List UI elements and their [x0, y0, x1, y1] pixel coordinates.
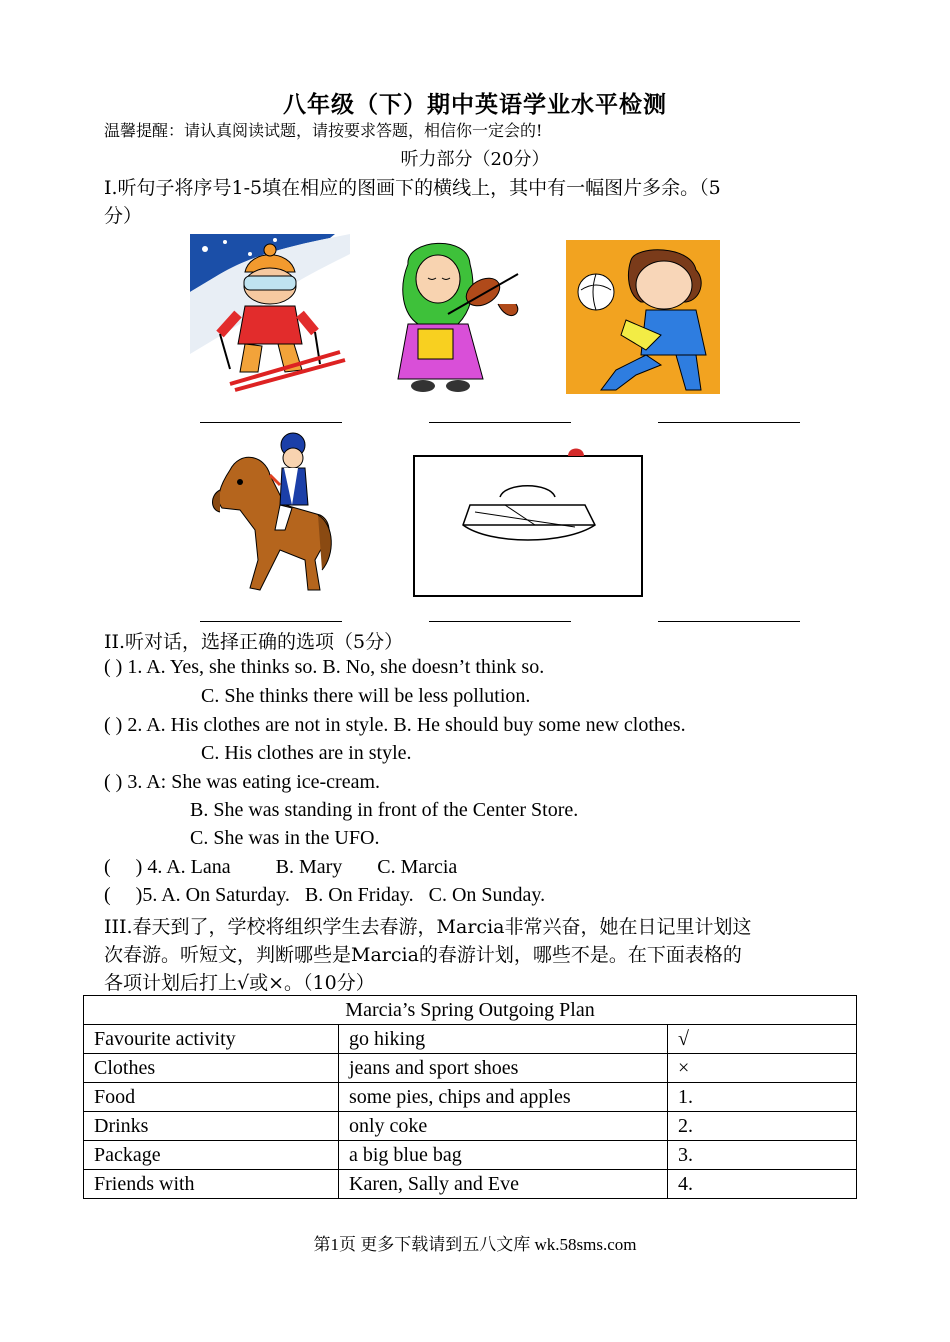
table-row — [84, 1054, 857, 1083]
table-row — [84, 1083, 857, 1112]
row-mark[interactable]: 4. — [668, 1170, 857, 1199]
red-mark-icon — [566, 444, 586, 456]
table-row — [84, 1112, 857, 1141]
table-caption: Marcia’s Spring Outgoing Plan — [84, 996, 857, 1025]
part3-instruction-line2: 次春游。听短文，判断哪些是Marcia的春游计划，哪些不是。在下面表格的 — [104, 944, 742, 966]
answer-blank-6[interactable] — [658, 621, 800, 622]
question-5: ( )5. A. On Saturday. B. On Friday. C. On Sunday. — [104, 884, 546, 906]
volleyball-girl-picture — [566, 240, 720, 394]
question-3-line3: C. She was in the UFO. — [190, 827, 380, 849]
table-row — [84, 1170, 857, 1199]
page-footer: 第1页 更多下载请到五八文库 wk.58sms.com — [313, 1235, 637, 1254]
part2-instruction: II.听对话，选择正确的选项（5分） — [104, 631, 404, 653]
row-item: Package — [84, 1141, 339, 1170]
question-1-line2: C. She thinks there will be less pollution. — [201, 685, 531, 707]
row-item: Clothes — [84, 1054, 339, 1083]
answer-blank-1[interactable] — [200, 422, 342, 423]
question-1-line1: ( ) 1. A. Yes, she thinks so. B. No, she doesn’t think so. — [104, 656, 545, 678]
violin-girl-picture — [388, 234, 528, 396]
question-2-line1: ( ) 2. A. His clothes are not in style. B. He should buy some new clothes. — [104, 714, 686, 736]
question-4: ( ) 4. A. Lana B. Mary C. Marcia — [104, 856, 458, 878]
ufo-picture — [415, 457, 641, 595]
table-row — [84, 1025, 857, 1054]
row-item: Favourite activity — [84, 1025, 339, 1054]
horse-rider-picture — [210, 430, 335, 595]
part1-instruction-line1: I.听句子将序号1-5填在相应的图画下的横线上，其中有一幅图片多余。（5 — [104, 177, 721, 199]
answer-blank-5[interactable] — [429, 621, 571, 622]
page-title: 八年级（下）期中英语学业水平检测 — [283, 91, 667, 118]
row-plan: jeans and sport shoes — [339, 1054, 668, 1083]
ufo-picture-frame — [413, 455, 643, 597]
row-item: Friends with — [84, 1170, 339, 1199]
spring-plan-table — [83, 995, 857, 1199]
table-row — [84, 1141, 857, 1170]
question-3-line1: ( ) 3. A: She was eating ice-cream. — [104, 771, 381, 793]
answer-blank-2[interactable] — [429, 422, 571, 423]
skier-picture — [190, 234, 350, 394]
row-item: Food — [84, 1083, 339, 1112]
row-item: Drinks — [84, 1112, 339, 1141]
listening-section-heading: 听力部分（20分） — [400, 149, 550, 170]
row-plan: only coke — [339, 1112, 668, 1141]
question-3-line2: B. She was standing in front of the Center Store. — [190, 799, 579, 821]
answer-blank-4[interactable] — [200, 621, 342, 622]
row-mark[interactable]: 2. — [668, 1112, 857, 1141]
answer-blank-3[interactable] — [658, 422, 800, 423]
row-plan: a big blue bag — [339, 1141, 668, 1170]
row-mark[interactable]: × — [668, 1054, 857, 1083]
row-plan: go hiking — [339, 1025, 668, 1054]
part1-instruction-line2: 分） — [104, 205, 143, 227]
part3-instruction-line1: III.春天到了，学校将组织学生去春游，Marcia非常兴奋，她在日记里计划这 — [104, 916, 752, 938]
row-mark[interactable]: 1. — [668, 1083, 857, 1112]
row-mark[interactable]: √ — [668, 1025, 857, 1054]
row-mark[interactable]: 3. — [668, 1141, 857, 1170]
row-plan: Karen, Sally and Eve — [339, 1170, 668, 1199]
reminder-text: 温馨提醒：请认真阅读试题，请按要求答题，相信你一定会的! — [104, 121, 543, 140]
part3-instruction-line3: 各项计划后打上√或×。（10分） — [104, 972, 375, 994]
question-2-line2: C. His clothes are in style. — [201, 742, 412, 764]
row-plan: some pies, chips and apples — [339, 1083, 668, 1112]
